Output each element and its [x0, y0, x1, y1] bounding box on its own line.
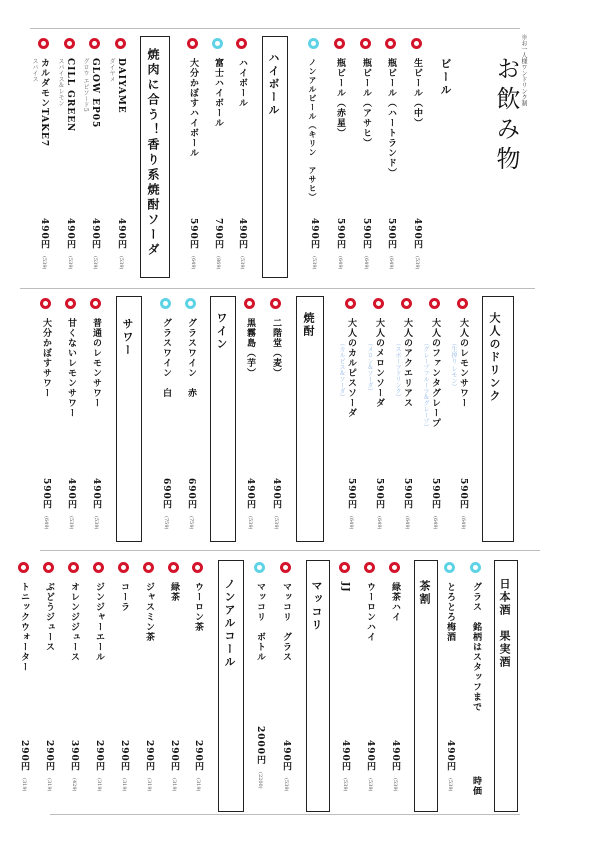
menu-price: 490円	[91, 478, 101, 510]
menu-item-sub: スパイス	[31, 58, 38, 82]
menu-item: 大人のレモンサワー	[458, 318, 468, 408]
menu-price-tax: (319)	[21, 778, 27, 792]
menu-price: 490円	[309, 218, 319, 250]
menu-item-sub: ダイヤメ	[108, 58, 115, 82]
recommend-icon	[345, 298, 356, 309]
menu-price-tax: (319)	[146, 778, 152, 792]
menu-price: 2000円	[255, 726, 265, 766]
menu-item: 大人のアクエリアス	[402, 318, 412, 408]
menu-price: 490円	[412, 218, 422, 250]
section-title-makgeolli: マッコリ	[310, 580, 323, 632]
section-title-beer: ビール	[439, 58, 452, 97]
menu-price-tax: (539)	[93, 516, 99, 530]
menu-price-tax: (649)	[190, 256, 196, 270]
menu-item: 大分かぼすサワー	[41, 318, 51, 398]
menu-price-tax: (539)	[68, 516, 74, 530]
menu-price: 790円	[213, 218, 223, 250]
recommend-icon	[429, 298, 440, 309]
recommend-icon	[18, 562, 29, 573]
recommend-icon	[65, 298, 76, 309]
section-title-wine: ワイン	[215, 312, 228, 351]
menu-price-tax: (759)	[163, 516, 169, 530]
recommend-icon	[360, 38, 371, 49]
recommend-icon	[280, 562, 291, 573]
menu-item: 瓶ビール（アサヒ）	[361, 58, 371, 148]
menu-price-tax: (539)	[392, 778, 398, 792]
menu-item: 二階堂（麦）	[271, 318, 281, 378]
menu-price-tax: (539)	[92, 256, 98, 270]
menu-price-tax: (649)	[337, 256, 343, 270]
section-title-chawari: 茶割	[418, 580, 431, 606]
menu-price-tax: (539)	[118, 256, 124, 270]
divider-bottom	[50, 814, 520, 815]
menu-price-tax: (319)	[121, 778, 127, 792]
menu-price: 490円	[39, 218, 49, 250]
menu-item: ノンアルビール（キリン アサヒ）	[308, 58, 318, 202]
menu-price-tax: (539)	[367, 778, 373, 792]
menu-price: 590円	[41, 478, 51, 510]
section-title-highball: ハイボール	[267, 52, 280, 117]
section-title-sour: サワー	[121, 318, 134, 357]
section-title-sake: 日本酒 果実酒	[498, 578, 511, 669]
recommend-icon	[168, 562, 179, 573]
menu-item-sub: グロウ エピソード5	[82, 58, 89, 112]
menu-price-tax: (649)	[460, 516, 466, 530]
recommend-icon	[93, 562, 104, 573]
menu-item-note: （カルピス＆ソーダ）	[338, 340, 345, 400]
menu-price: 590円	[386, 218, 396, 250]
menu-price: 490円	[116, 218, 126, 250]
recommend-icon	[38, 38, 49, 49]
recommend-icon	[389, 562, 400, 573]
recommend-icon	[43, 562, 54, 573]
recommend-icon	[187, 38, 198, 49]
menu-item: 甘くないレモンサワー	[66, 318, 76, 418]
menu-item: JJ	[340, 582, 350, 593]
menu-price: 690円	[161, 478, 171, 510]
menu-price-tax: (539)	[283, 778, 289, 792]
menu-price: 490円	[445, 740, 455, 772]
menu-item: カルダモンTAKE7	[39, 58, 49, 148]
menu-price: 290円	[94, 740, 104, 772]
menu-item: 普通のレモンサワー	[91, 318, 101, 408]
divider-2	[40, 550, 540, 551]
menu-item: グラスワイン 白	[161, 318, 171, 398]
menu-price: 時価	[471, 776, 481, 796]
menu-price-tax: (869)	[215, 256, 221, 270]
nonalcohol-icon	[308, 38, 319, 49]
recommend-icon	[118, 562, 129, 573]
one-drink-note: ※お一人様ワンドリンク制	[520, 34, 527, 106]
recommend-icon	[385, 38, 396, 49]
menu-item-sub: スパイス＆レモン	[57, 58, 64, 106]
fuji-icon	[212, 38, 223, 49]
menu-price-tax: (2200)	[257, 772, 263, 789]
menu-price: 390円	[69, 740, 79, 772]
menu-item: 瓶ビール（ハートランド）	[386, 58, 396, 178]
menu-price: 590円	[346, 478, 356, 510]
menu-price-tax: (539)	[273, 516, 279, 530]
menu-price-tax: (649)	[363, 256, 369, 270]
recommend-icon	[192, 562, 203, 573]
menu-item: ジンジャーエール	[94, 582, 104, 662]
recommend-icon	[40, 298, 51, 309]
menu-item: コーラ	[119, 582, 129, 612]
menu-item: オレンジジュース	[69, 582, 79, 662]
page-title: お飲み物	[492, 56, 520, 176]
menu-item: 瓶ビール（赤星）	[335, 58, 345, 138]
menu-price: 290円	[44, 740, 54, 772]
menu-price-tax: (319)	[195, 778, 201, 792]
menu-price-tax: (759)	[188, 516, 194, 530]
menu-price-tax: (539)	[247, 516, 253, 530]
menu-item: 黒霧島（芋）	[245, 318, 255, 378]
menu-item: グラス 銘柄はスタッフまで	[471, 582, 481, 712]
wine-icon	[160, 298, 171, 309]
section-title-shochu-soda: 焼肉に合う！香り系焼酎ソーダ	[146, 48, 160, 258]
recommend-icon	[364, 562, 375, 573]
menu-item: 緑茶	[169, 582, 179, 602]
menu-price-tax: (429)	[71, 778, 77, 792]
menu-price-tax: (649)	[376, 516, 382, 530]
recommend-icon	[334, 38, 345, 49]
menu-item: 大人のメロンソーダ	[374, 318, 384, 408]
divider-1	[20, 288, 535, 289]
section-title-otona: 大人のドリンク	[488, 312, 501, 403]
menu-item: GLOW EP05	[90, 58, 100, 129]
wine-icon	[185, 298, 196, 309]
divider-top	[30, 28, 520, 29]
menu-price: 490円	[365, 740, 375, 772]
menu-item: ぶどうジュース	[44, 582, 54, 652]
menu-item-note: （生搾り レモン）	[450, 340, 457, 390]
recommend-icon	[115, 38, 126, 49]
menu-item: トニックウォーター	[19, 582, 29, 672]
menu-price-tax: (539)	[41, 256, 47, 270]
recommend-icon	[89, 38, 100, 49]
recommend-icon	[270, 298, 281, 309]
menu-price-tax: (649)	[388, 256, 394, 270]
menu-price-tax: (539)	[67, 256, 73, 270]
recommend-icon	[401, 298, 412, 309]
menu-item: マッコリ グラス	[281, 582, 291, 662]
menu-item: グラスワイン 赤	[186, 318, 196, 398]
sake-icon	[444, 562, 455, 573]
menu-price-tax: (649)	[432, 516, 438, 530]
menu-item: 大分かぼすハイボール	[188, 58, 198, 158]
menu-price: 590円	[335, 218, 345, 250]
menu-price-tax: (539)	[239, 256, 245, 270]
menu-price: 290円	[193, 740, 203, 772]
menu-price: 490円	[245, 478, 255, 510]
menu-price: 290円	[119, 740, 129, 772]
menu-item: とろとろ梅酒	[445, 582, 455, 642]
recommend-icon	[68, 562, 79, 573]
menu-item: CILL GREEN	[65, 58, 75, 133]
menu-item-note: （スポーツドリンク）	[394, 340, 401, 400]
menu-price-tax: (649)	[43, 516, 49, 530]
menu-price: 590円	[430, 478, 440, 510]
menu-price-tax: (539)	[414, 256, 420, 270]
menu-price: 590円	[374, 478, 384, 510]
menu-price: 490円	[237, 218, 247, 250]
menu-item: 大人のファンタグレープ	[430, 318, 440, 428]
menu-item: ウーロンハイ	[365, 582, 375, 642]
menu-price: 490円	[390, 740, 400, 772]
recommend-icon	[244, 298, 255, 309]
menu-price-tax: (539)	[342, 778, 348, 792]
bottle-icon	[254, 562, 265, 573]
menu-price-tax: (319)	[46, 778, 52, 792]
menu-price-tax: (319)	[171, 778, 177, 792]
menu-item: ハイボール	[237, 58, 247, 108]
menu-item: マッコリ ボトル	[255, 582, 265, 662]
recommend-icon	[457, 298, 468, 309]
menu-price: 590円	[402, 478, 412, 510]
recommend-icon	[236, 38, 247, 49]
menu-price: 490円	[340, 740, 350, 772]
menu-item: 富士ハイボール	[213, 58, 223, 128]
menu-price-tax: (539)	[447, 778, 453, 792]
menu-price-tax: (649)	[348, 516, 354, 530]
recommend-icon	[339, 562, 350, 573]
menu-price: 290円	[169, 740, 179, 772]
menu-item-note: （グレープフルーツ＆グレープ）	[422, 340, 429, 430]
menu-price: 590円	[458, 478, 468, 510]
section-title-shochu: 焼酎	[302, 312, 315, 338]
menu-item: ウーロン茶	[193, 582, 203, 632]
menu-price: 590円	[361, 218, 371, 250]
menu-price: 490円	[65, 218, 75, 250]
menu-price: 590円	[188, 218, 198, 250]
menu-price-tax: (649)	[404, 516, 410, 530]
menu-item: DAIYAME	[116, 58, 126, 114]
menu-price: 290円	[19, 740, 29, 772]
recommend-icon	[411, 38, 422, 49]
menu-item: ジャスミン茶	[144, 582, 154, 642]
menu-item: 生ビール（中）	[412, 58, 422, 128]
recommend-icon	[64, 38, 75, 49]
recommend-icon	[143, 562, 154, 573]
menu-item: 緑茶ハイ	[390, 582, 400, 622]
menu-price: 490円	[281, 740, 291, 772]
menu-price-tax: (539)	[311, 256, 317, 270]
sake-icon	[470, 562, 481, 573]
menu-price-tax: (319)	[96, 778, 102, 792]
menu-price: 490円	[66, 478, 76, 510]
menu-price: 490円	[90, 218, 100, 250]
section-title-nonal: ノンアルコール	[223, 578, 236, 669]
menu-price: 690円	[186, 478, 196, 510]
menu-item: 大人のカルピスソーダ	[346, 318, 356, 418]
recommend-icon	[90, 298, 101, 309]
menu-price: 290円	[144, 740, 154, 772]
recommend-icon	[373, 298, 384, 309]
menu-item-note: （メロン＆ソーダ）	[366, 340, 373, 394]
menu-price: 490円	[271, 478, 281, 510]
